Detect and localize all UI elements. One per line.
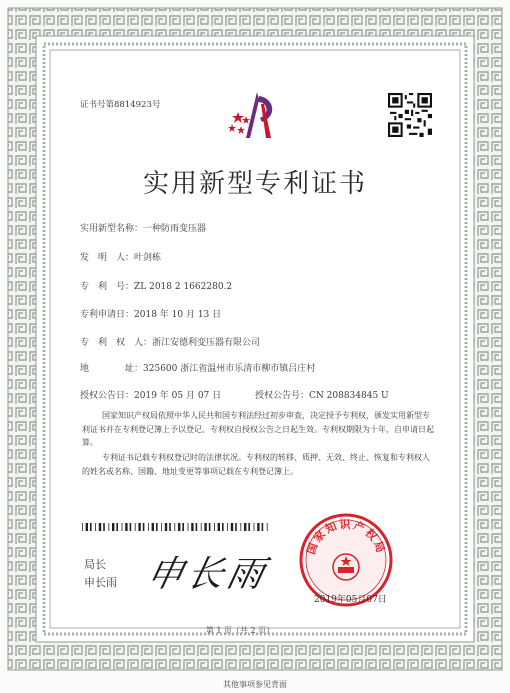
field-publication-number: [255, 388, 389, 401]
field-inventor: [80, 250, 161, 263]
seal-date: 2019年05月07日: [314, 595, 387, 605]
field-label: 专 利 号：: [80, 282, 135, 292]
field-label: 实用新型名称：: [80, 224, 144, 234]
field-value: 2018 年 10 月 13 日: [134, 310, 222, 320]
page-title: 实用新型专利证书: [142, 169, 367, 199]
field-utility-model-name: [80, 221, 206, 234]
field-value: 2019 年 05 月 07 日: [134, 391, 222, 401]
director-title: 局长: [84, 558, 106, 571]
patent-office-logo: [226, 90, 284, 140]
field-value: 325600 浙江省温州市乐清市柳市镇吕庄村: [143, 364, 316, 374]
field-application-date: [80, 307, 221, 320]
body-paragraph: 国家知识产权局依照中华人民共和国专利法经过初步审查，决定授予专利权，颁发实用新型专利证书并在专利登记簿上予以登记。专利权自授权公告之日起生效。专利权期限为十年，自申请日起算。: [82, 411, 434, 447]
field-label: 专 利 权 人：: [80, 338, 153, 348]
seal-text: 国家知识产权局: [304, 518, 388, 557]
qr-code: [388, 93, 432, 137]
field-grant-date: [80, 388, 221, 401]
field-label: 授权公告日：: [80, 391, 135, 401]
field-patent-number: [80, 279, 232, 292]
certificate-number: 证书号第8814923号: [80, 100, 161, 110]
field-value: 叶剑栋: [134, 253, 162, 263]
barcode: [82, 523, 272, 531]
field-label: 发 明 人：: [80, 253, 135, 263]
field-address: [80, 361, 315, 374]
field-label: 专利申请日：: [80, 310, 135, 320]
field-value: 浙江安德利变压器有限公司: [152, 338, 261, 348]
field-patentee: [80, 335, 260, 348]
director-signature: 申长雨: [143, 554, 272, 595]
field-value: ZL 2018 2 1662280.2: [134, 282, 233, 292]
field-value: CN 208834845 U: [309, 391, 389, 401]
director-name: 申长雨: [84, 576, 117, 589]
body-paragraph: 专利证书记载专利权登记时的法律状况。专利权的转移、质押、无效、终止、恢复和专利权人的姓名或名称、国籍、地址变更等事项记载在专利登记簿上。: [82, 453, 430, 476]
field-label: 授权公告号：: [255, 391, 310, 401]
field-value: 一种防雨变压器: [143, 224, 207, 234]
footer-note: 其他事项参见背面: [223, 680, 287, 689]
field-label: 地 址：: [80, 364, 144, 374]
page-label: 第 1 页（共 2 页）: [205, 626, 275, 635]
